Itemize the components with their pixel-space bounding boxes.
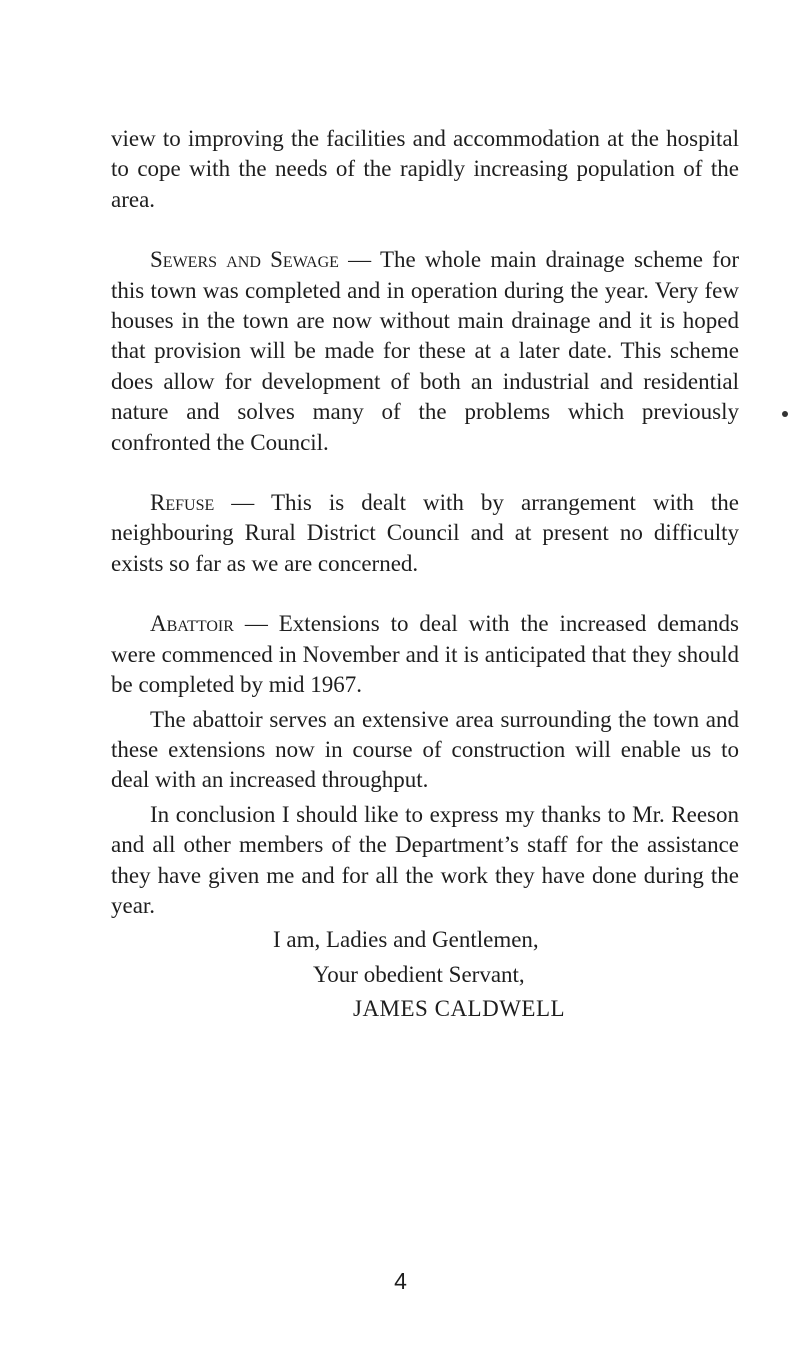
refuse-dash: —: [214, 490, 271, 516]
refuse-text: This is dealt with by arrangement with the neighbouring Rural District Council and at present no difficulty exists so far as we are concerned.: [111, 490, 739, 576]
abattoir-text: Extensions to deal with the increased demands were commenced in November and it is anticipated that they should be completed by mid 1967.: [111, 611, 740, 698]
page-number: 4: [394, 1268, 407, 1294]
closing-salutation: I am, Ladies and Gentlemen,: [273, 927, 539, 953]
sewers-heading: Sewers and Sewage: [150, 247, 339, 273]
conclusion-paragraph: In conclusion I should like to express my thanks to Mr. Reeson and all other members of the Department’s staff for the assistance they have given me and for all the work they have done during the year.: [111, 801, 739, 918]
refuse-paragraph: [111, 488, 739, 579]
closing-valediction: Your obedient Servant,: [313, 961, 525, 987]
sewers-dash: —: [338, 247, 380, 273]
sewers-text: The whole main drainage scheme for this town was completed and in operation during the year. Very few houses in the town are now without main drainage and it is hoped that provision will be made for these at a later date. This scheme does allow for development of both an industrial and residential nature and solves many of the problems which previously confronted the Council.: [111, 247, 739, 455]
abattoir-paragraph: [111, 609, 739, 700]
signature: JAMES CALDWELL: [353, 996, 566, 1022]
document-body: [111, 124, 739, 1025]
refuse-heading: Refuse: [150, 490, 215, 516]
abattoir-dash: —: [233, 611, 279, 637]
ink-speck: [782, 411, 788, 417]
abattoir-paragraph-2: The abattoir serves an extensive area surrounding the town and these extensions now in course of construction will enable us to deal with an increased throughput.: [111, 706, 739, 793]
intro-paragraph: view to improving the facilities and accommodation at the hospital to cope with the needs of the rapidly increasing population of the area.: [111, 126, 739, 212]
sewers-paragraph: [111, 245, 739, 458]
abattoir-heading: Abattoir: [150, 611, 234, 637]
